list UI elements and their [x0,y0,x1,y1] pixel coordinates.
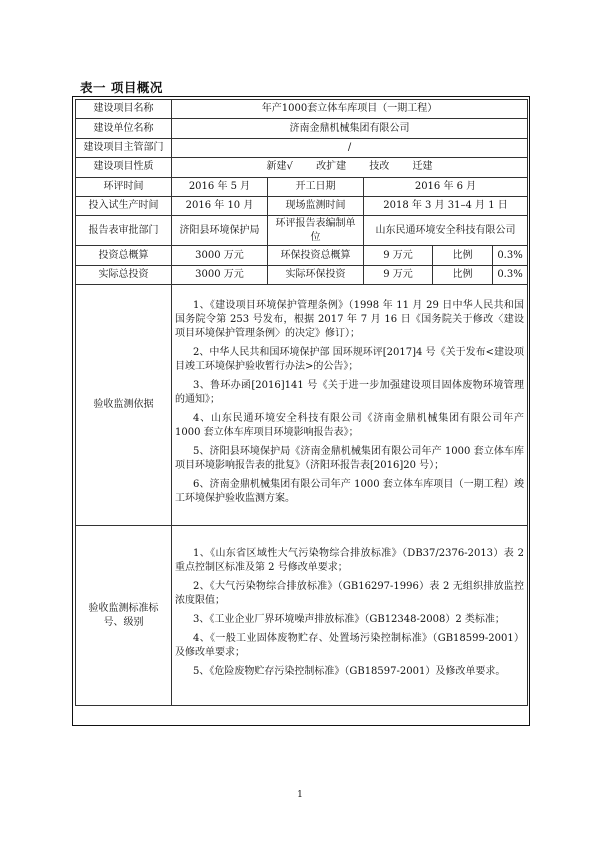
approval-dept-label: 报告表审批部门 [76,216,172,246]
table-row [76,246,528,265]
table-row [76,265,528,284]
standard-item: 1、《山东省区域性大气污染物综合排放标准》（DB37/2376-2013）表 2 重点控制区标准及第 2 号修改单要求； [175,548,525,574]
actual-label: 实际总投资 [76,265,172,284]
dept-label: 建设项目主管部门 [76,138,172,157]
budget-value: 3000 万元 [172,246,268,265]
standard-item: 4、《一般工业固体废物贮存、处置场污染控制标准》（GB18599-2001）及修改单要求； [175,633,525,659]
start-date-label: 开工日期 [268,177,364,196]
budget-label: 投资总概算 [76,246,172,265]
table-row [76,158,528,177]
standards-list [172,526,528,706]
unit-label: 建设单位名称 [76,119,172,138]
standard-item: 2、《大气污染物综合排放标准》（GB16297-1996）表 2 无组织排放监控浓度限值； [175,581,525,607]
basis-item: 4、山东民通环境安全科技有限公司《济南金鼎机械集团有限公司年产 1000 套立体车库项目环境影响报告表》； [175,413,525,439]
ratio-label: 比例 [433,246,493,265]
table-row [76,196,528,215]
trial-time-label: 投入试生产时间 [76,196,172,215]
monitor-time-label: 现场监测时间 [268,196,364,215]
eia-time-label: 环评时间 [76,177,172,196]
standard-item: 5、《危险废物贮存污染控制标准》（GB18597-2001）及修改单要求。 [193,666,506,678]
env-budget-label: 环保投资总概算 [268,246,364,265]
table-row [76,526,528,706]
actual-ratio: 0.3% [493,265,528,284]
standard-item: 3、《工业企业厂界环境噪声排放标准》（GB12348-2008）2 类标准； [193,614,505,626]
page-number: 1 [297,790,303,800]
table-row [76,216,528,246]
basis-item: 5、济阳县环境保护局《济南金鼎机械集团有限公司年产 1000 套立体车库项目环境影响报告表的批复》（济阳环报告表[2016]20 号）； [175,446,525,472]
table-row [76,285,528,526]
nature-option-expansion: 改扩建 [316,161,347,173]
report-unit: 山东民通环境安全科技有限公司 [364,216,528,246]
basis-list [172,285,528,526]
nature-option-tech: 技改 [369,161,390,173]
env-budget-value: 9 万元 [364,246,433,265]
nature-option-new: 新建√ [266,161,293,173]
project-overview-table [75,99,528,706]
unit-name: 济南金鼎机械集团有限公司 [172,119,528,138]
actual-env-label: 实际环保投资 [268,265,364,284]
project-name-label: 建设项目名称 [76,100,172,119]
dept-value: / [172,138,528,157]
basis-item: 3、鲁环办函[2016]141 号《关于进一步加强建设项目固体废物环境管理的通知》； [175,380,525,406]
standards-label: 验收监测标准标号、级别 [76,526,172,706]
report-unit-label: 环评报告表编制单位 [268,216,364,246]
budget-ratio: 0.3% [493,246,528,265]
nature-option-relocation: 迁建 [412,161,433,173]
actual-env-value: 9 万元 [364,265,433,284]
nature-label: 建设项目性质 [76,158,172,177]
nature-value [172,158,528,177]
table-row [76,119,528,138]
table-row [76,138,528,157]
trial-time: 2016 年 10 月 [172,196,268,215]
table-row [76,177,528,196]
basis-item: 1、《建设项目环境保护管理条例》（1998 年 11 月 29 日中华人民共和国国务院令第 253 号发布，根据 2017 年 7 月 16 日《国务院关于修改〈建设项目环境保护管理条例〉的决定》修订）； [175,300,525,340]
page-title: 表一 项目概况 [80,80,163,95]
basis-item: 6、济南金鼎机械集团有限公司年产 1000 套立体车库项目（一期工程）竣工环境保护验收监测方案。 [175,479,525,505]
project-name: 年产1000套立体车库项目（一期工程） [172,100,528,119]
approval-dept: 济阳县环境保护局 [172,216,268,246]
basis-item: 2、中华人民共和国环境保护部 国环规环评[2017]4 号《关于发布<建设项目竣工环境保护验收暂行办法>的公告》； [175,347,525,373]
actual-value: 3000 万元 [172,265,268,284]
start-date: 2016 年 6 月 [364,177,528,196]
monitor-time: 2018 年 3 月 31–4 月 1 日 [364,196,528,215]
eia-time: 2016 年 5 月 [172,177,268,196]
actual-ratio-label: 比例 [433,265,493,284]
table-row [76,100,528,119]
basis-label: 验收监测依据 [76,285,172,526]
